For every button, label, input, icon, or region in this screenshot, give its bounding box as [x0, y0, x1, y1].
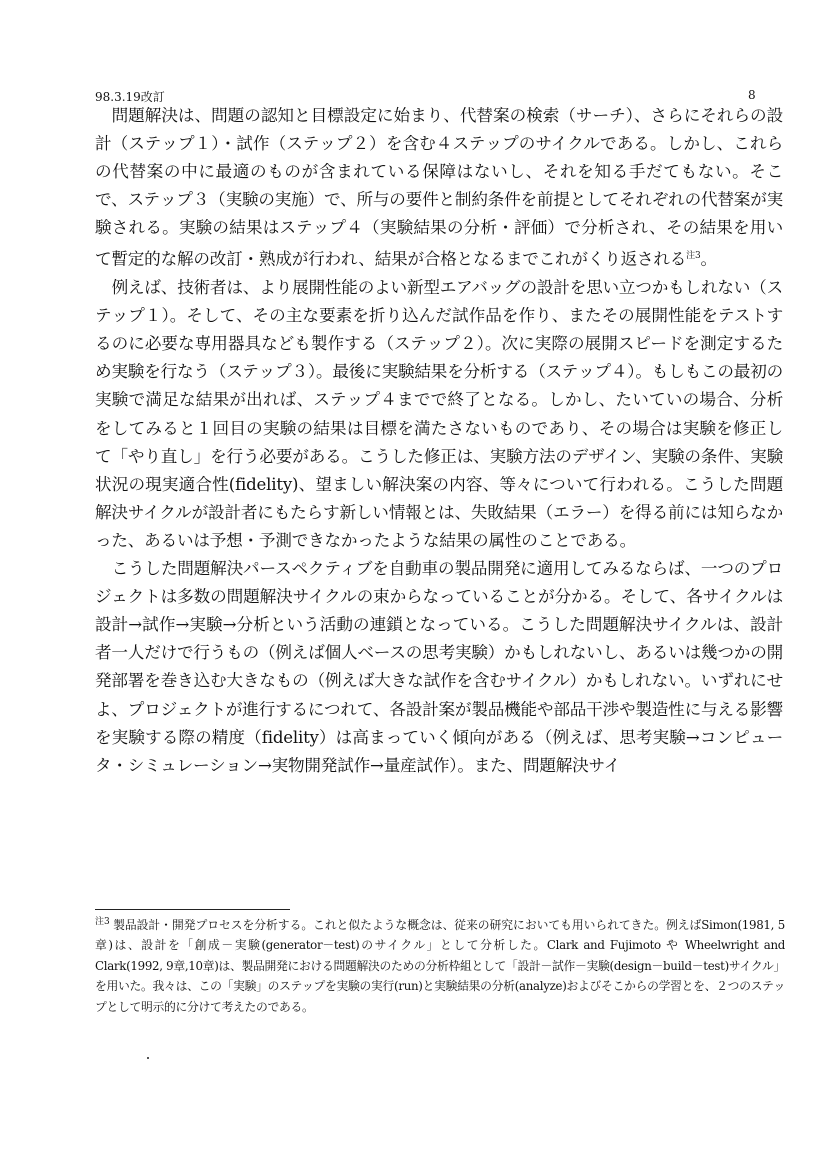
footnote	[95, 912, 785, 1017]
paragraph: 例えば、技術者は、より展開性能のよい新型エアバッグの設計を思い立つかもしれない（ステップ１）。そして、その主な要素を折り込んだ試作品を作り、またその展開性能をテストするのに必要な専用器具なども製作する（ステップ２）。次に実際の展開スピードを測定するため実験を行なう（ステップ３）。最後に実験結果を分析する（ステップ４）。もしもこの最初の実験で満足な結果が出れば、ステップ４までで終了となる。しかし、たいていの場合、分析をしてみると１回目の実験の結果は目標を満たさないものであり、その場合は実験を修正して「やり直し」を行う必要がある。こうした修正は、実験方法のデザイン、実験の条件、実験状況の現実適合性(fidelity)、望ましい解決案の内容、等々について行われる。こうした問題解決サイクルが設計者にもたらす新しい情報とは、失敗結果（エラー）を得る前には知らなかった、あるいは予想・予測できなかったような結果の属性のことである。	[95, 278, 783, 550]
footnote-text: $^{注3}$ 製品設計・開発プロセスを分析する。これと似たような概念は、従来の研究においても用いられてきた。例えばSimon(1981, 5章)は、設計を「創成－実験(generator－test)のサイクル」として分析した。Clark and Fujimoto や Wheelwright and Clark(1992, 9章,10章)は、製品開発における問題解決のための分析枠組として「設計－試作－実験(design－build－test)サイクル」を用いた。我々は、この「実験」のステップを実験の実行(run)と実験結果の分析(analyze)およびそこからの学習とを、２つのステップとして明示的に分けて考えたのである。	[95, 917, 785, 1014]
paragraph: こうした問題解決パースペクティブを自動車の製品開発に適用してみるならば、一つのプロジェクトは多数の問題解決サイクルの束からなっていることが分かる。そして、各サイクルは設計→試作→実験→分析という活動の連鎖となっている。こうした問題解決サイクルは、設計者一人だけで行うもの（例えば個人ベースの思考実験）かもしれないし、あるいは幾つかの開発部署を巻き込む大きなもの（例えば大きな試作を含むサイクル）かもしれない。いずれにせよ、プロジェクトが進行するにつれて、各設計案が製品機能や部品干渉や製造性に与える影響を実験する際の精度（fidelity）は高まっていく傾向がある（例えば、思考実験→コンピュータ・シミュレーション→実物開発試作→量産試作）。また、問題解決サイ	[95, 559, 783, 775]
scan-speck	[147, 1057, 149, 1059]
footnote-divider	[95, 909, 290, 910]
page-number: 8	[748, 88, 756, 102]
body-text	[95, 102, 783, 780]
revision-date: 98.3.19改訂	[95, 90, 165, 104]
footnote-number: 注3	[95, 917, 110, 927]
paragraph: 問題解決は、問題の認知と目標設定に始まり、代替案の検索（サーチ）、さらにそれらの設計（ステップ１）・試作（ステップ２）を含む４ステップのサイクルである。しかし、これらの代替案の中に最適のものが含まれている保障はないし、それを知る手だてもない。そこで、ステップ３（実験の実施）で、所与の要件と制約条件を前提としてそれぞれの代替案が実験される。実験の結果はステップ４（実験結果の分析・評価）で分析され、その結果を用いて暫定的な解の改訂・熟成が行われ、結果が合格となるまでこれがくり返される$^{注3}$。	[95, 106, 783, 269]
footnote-marker: 注3	[686, 251, 701, 262]
